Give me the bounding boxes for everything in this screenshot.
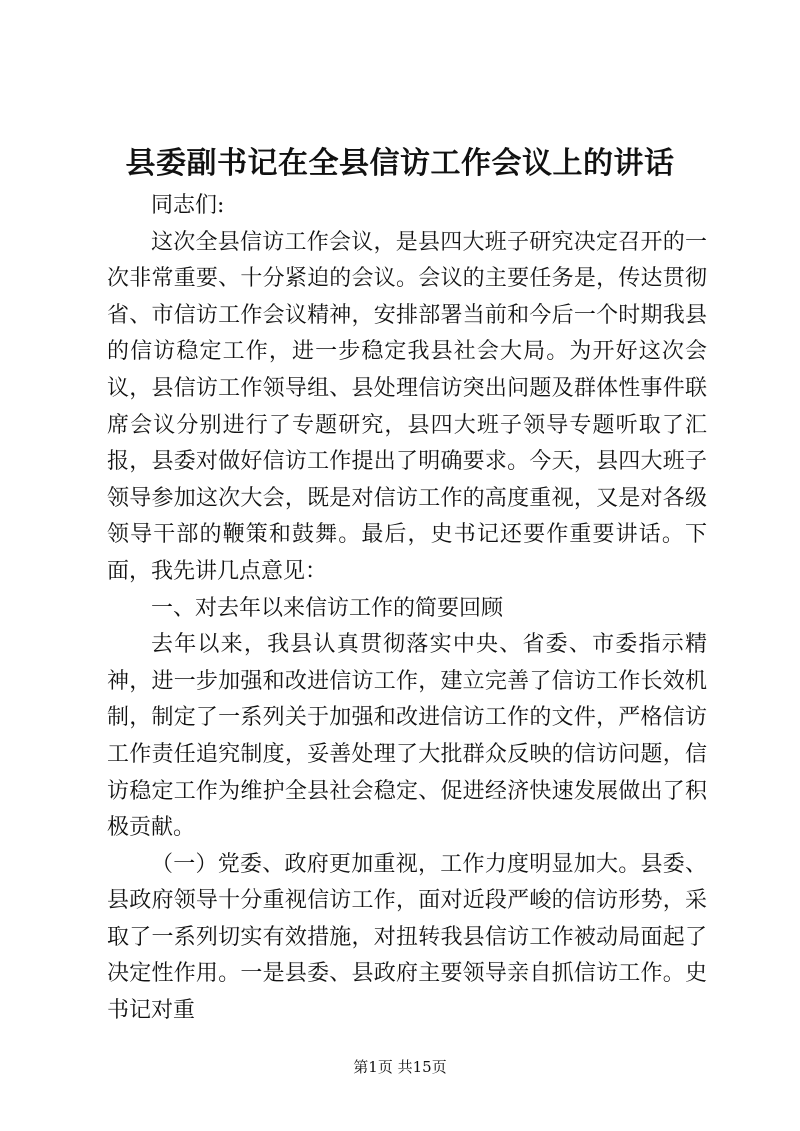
document-body (107, 188, 707, 1030)
section-heading-1: 一、对去年以来信访工作的简要回顾 (151, 595, 504, 621)
page-footer: 第1页 共15页 (353, 1058, 447, 1076)
salutation: 同志们: (151, 193, 225, 218)
paragraph-subsection-1: （一）党委、政府更加重视，工作力度明显加大。县委、县政府领导十分重视信访工作，面对近段严峻的信访形势，采取了一系列切实有效措施，对扭转我县信访工作被动局面起了决定性作用。一是县委、县政府主要领导亲自抓信访工作。史书记对重 (107, 851, 707, 1024)
paragraph-review: 去年以来，我县认真贯彻落实中央、省委、市委指示精神，进一步加强和改进信访工作，建立完善了信访工作长效机制，制定了一系列关于加强和改进信访工作的文件，严格信访工作责任追究制度，妥善处理了大批群众反映的信访问题，信访稳定工作为维护全县社会稳定、促进经济快速发展做出了积极贡献。 (107, 632, 707, 841)
document-title: 县委副书记在全县信访工作会议上的讲话 (125, 146, 675, 181)
paragraph-intro: 这次全县信访工作会议，是县四大班子研究决定召开的一次非常重要、十分紧迫的会议。会议的主要任务是，传达贯彻省、市信访工作会议精神，安排部署当前和今后一个时期我县的信访稳定工作，进一步稳定我县社会大局。为开好这次会议，县信访工作领导组、县处理信访突出问题及群体性事件联席会议分别进行了专题研究，县四大班子领导专题听取了汇报，县委对做好信访工作提出了明确要求。今天，县四大班子领导参加这次大会，既是对信访工作的高度重视，又是对各级领导干部的鞭策和鼓舞。最后，史书记还要作重要讲话。下面，我先讲几点意见： (107, 229, 707, 584)
